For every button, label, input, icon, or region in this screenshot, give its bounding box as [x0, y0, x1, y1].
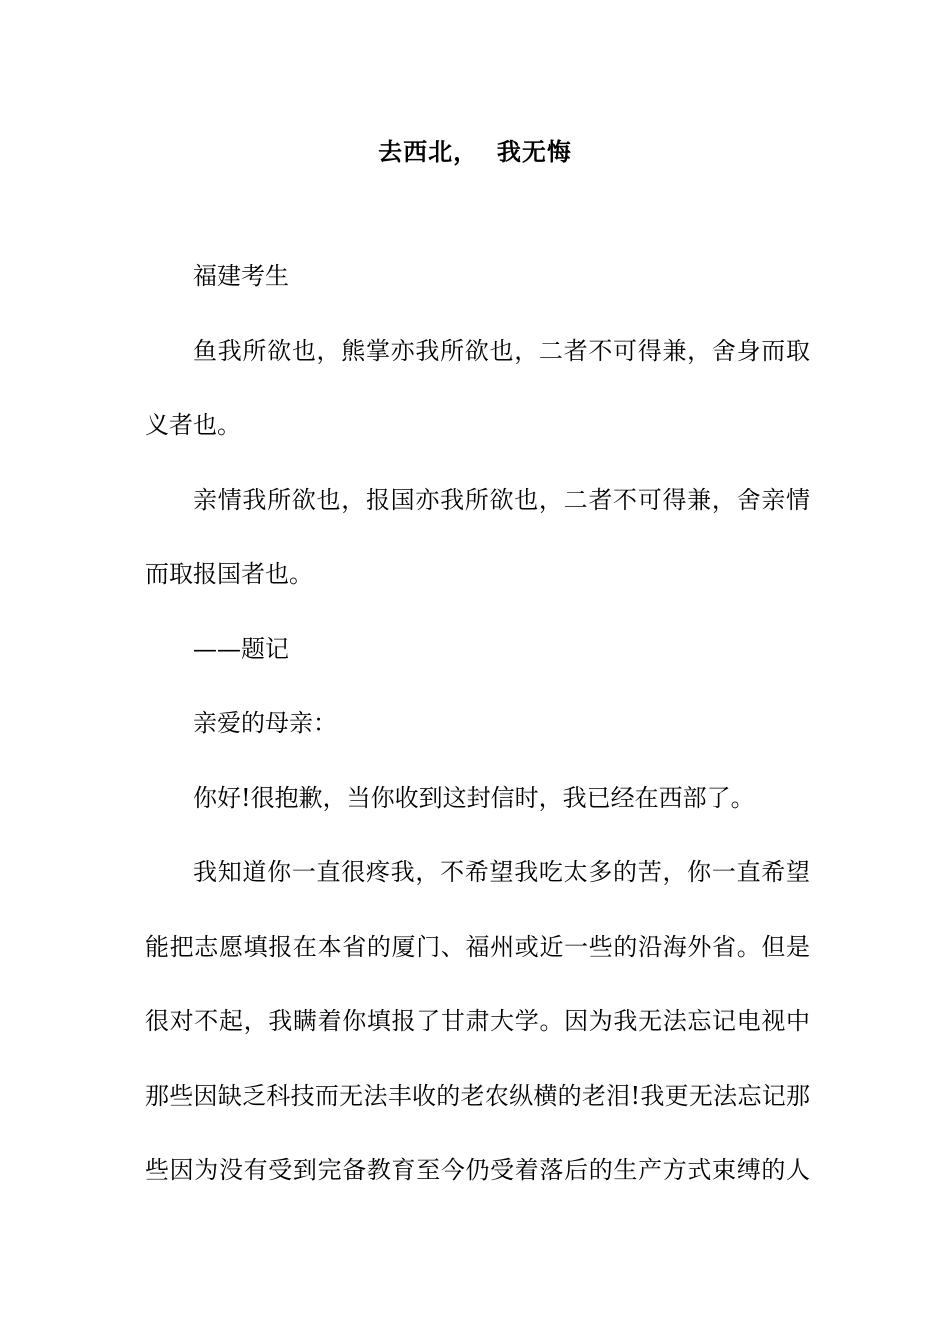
salutation: 亲爱的母亲： [193, 709, 337, 737]
body-paragraph-1: 你好!很抱歉，当你收到这封信时，我已经在西部了。 [193, 784, 755, 812]
epigraph-line-1b: 义者也。 [145, 411, 241, 439]
body-paragraph-2-line-3: 很对不起，我瞒着你填报了甘肃大学。因为我无法忘记电视中 [145, 1007, 810, 1035]
body-paragraph-2-line-5: 些因为没有受到完备教育至今仍受着落后的生产方式束缚的人 [145, 1156, 810, 1184]
body-paragraph-2-line-2: 能把志愿填报在本省的厦门、福州或近一些的沿海外省。但是 [145, 933, 810, 961]
epigraph-attribution: ——题记 [193, 635, 289, 663]
body-paragraph-2-line-4: 那些因缺乏科技而无法丰收的老农纵横的老泪!我更无法忘记那 [145, 1082, 810, 1110]
document-title: 去西北， 我无悔 [378, 137, 572, 166]
author-line: 福建考生 [193, 262, 289, 290]
epigraph-line-1a: 鱼我所欲也，熊掌亦我所欲也，二者不可得兼，舍身而取 [193, 337, 810, 365]
epigraph-line-2a: 亲情我所欲也，报国亦我所欲也，二者不可得兼，舍亲情 [193, 486, 810, 514]
epigraph-line-2b: 而取报国者也。 [145, 560, 313, 588]
body-paragraph-2-line-1: 我知道你一直很疼我，不希望我吃太多的苦，你一直希望 [193, 858, 810, 886]
